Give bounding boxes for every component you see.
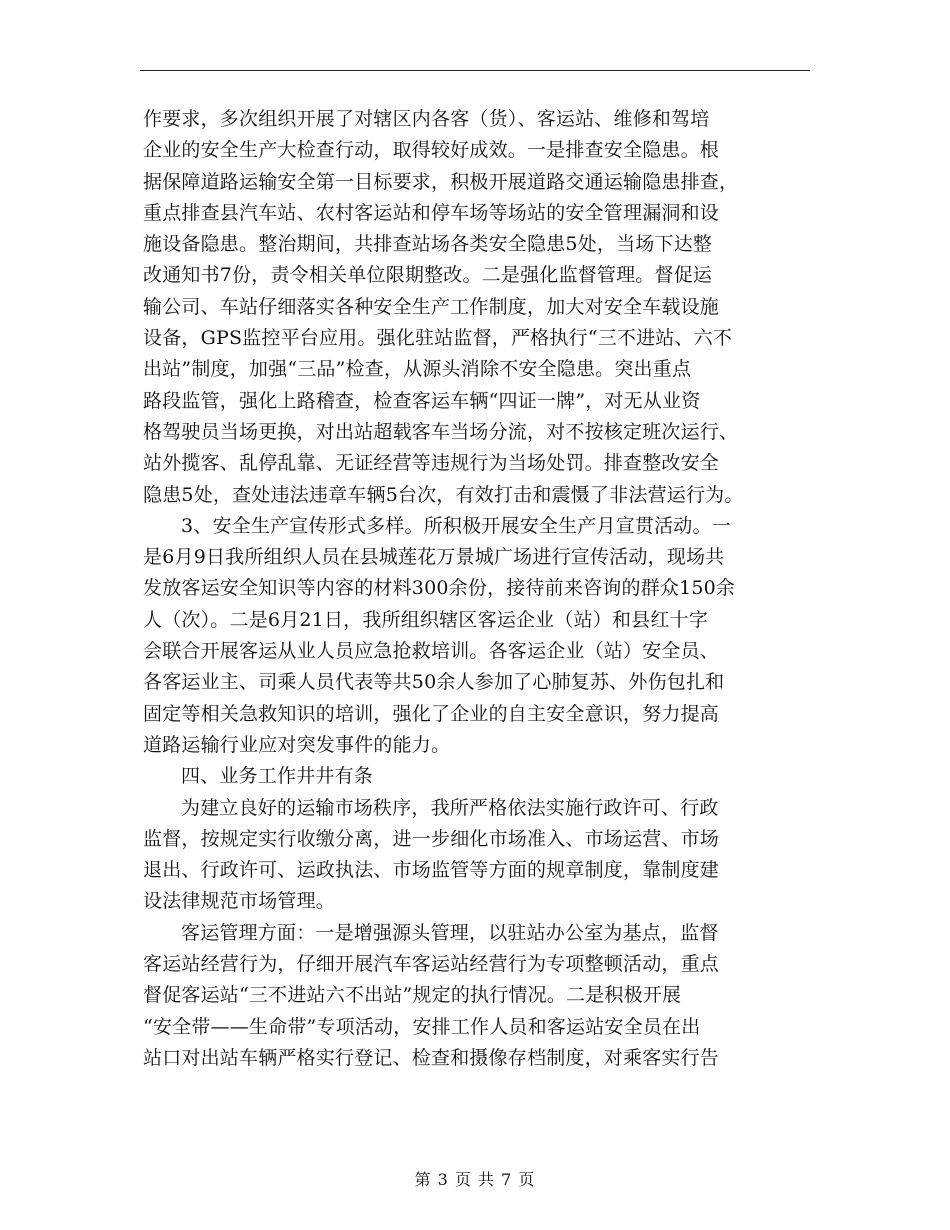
text-line: 站口对出站车辆严格实行登记、检查和摄像存档制度，对乘客实行告	[143, 1046, 720, 1069]
text-line: 出站”制度，加强“三品”检查，从源头消除不安全隐患。突出重点	[143, 358, 692, 381]
text-line: 格驾驶员当场更换，对出站超载客车当场分流，对不按核定班次运行、	[143, 420, 739, 443]
text-line: 固定等相关急救知识的培训，强化了企业的自主安全意识，努力提高	[143, 702, 720, 725]
text-line: 监督，按规定实行收缴分离，进一步细化市场准入、市场运营、市场	[143, 827, 720, 850]
text-line: “安全带——生命带”专项活动，安排工作人员和客运站安全员在出	[143, 1015, 701, 1038]
paragraph-start-line: 客运管理方面：一是增强源头管理，以驻站办公室为基点，监督	[181, 921, 719, 944]
text-line: 施设备隐患。整治期间，共排查站场各类安全隐患5处，当场下达整	[143, 233, 713, 256]
text-line: 会联合开展客运从业人员应急抢救培训。各客运企业（站）安全员、	[143, 640, 720, 663]
text-line: 督促客运站“三不进站六不出站”规定的执行情况。二是积极开展	[143, 984, 682, 1007]
text-line: 道路运输行业应对突发事件的能力。	[143, 733, 451, 756]
text-line: 据保障道路运输安全第一目标要求，积极开展道路交通运输隐患排查，	[143, 170, 739, 193]
text-line: 企业的安全生产大检查行动，取得较好成效。一是排查安全隐患。根	[143, 139, 720, 162]
section-heading: 四、业务工作井井有条	[181, 765, 374, 788]
text-line: 各客运业主、司乘人员代表等共50余人参加了心肺复苏、外伤包扎和	[143, 671, 725, 694]
text-line: 改通知书7份，责令相关单位限期整改。二是强化监督管理。督促运	[143, 264, 713, 287]
document-body	[143, 104, 813, 1074]
text-line: 重点排查县汽车站、农村客运站和停车场等场站的安全管理漏洞和设	[143, 201, 720, 224]
header-rule	[140, 70, 810, 71]
text-line: 发放客运安全知识等内容的材料300余份，接待前来咨询的群众150余	[143, 577, 736, 600]
paragraph-start-line: 3、安全生产宣传形式多样。所积极开展安全生产月宣贯活动。一	[181, 514, 731, 537]
text-line: 输公司、车站仔细落实各种安全生产工作制度，加大对安全车载设施	[143, 295, 720, 318]
text-line: 是6月9日我所组织人员在县城莲花万景城广场进行宣传活动，现场共	[143, 546, 725, 569]
text-line: 设法律规范市场管理。	[143, 890, 336, 913]
text-line: 站外揽客、乱停乱靠、无证经营等违规行为当场处罚。排查整改安全	[143, 452, 720, 475]
text-line: 设备，GPS监控平台应用。强化驻站监督，严格执行“三不进站、六不	[143, 327, 733, 350]
text-line: 作要求，多次组织开展了对辖区内各客（货）、客运站、维修和驾培	[143, 108, 710, 130]
paragraph-start-line: 为建立良好的运输市场秩序，我所严格依法实施行政许可、行政	[181, 796, 719, 819]
text-line: 隐患5处，查处违法违章车辆5台次，有效打击和震慑了非法营运行为。	[143, 483, 744, 506]
text-line: 路段监管，强化上路稽查，检查客运车辆“四证一牌”，对无从业资	[143, 389, 701, 412]
text-line: 客运站经营行为，仔细开展汽车客运站经营行为专项整顿活动，重点	[143, 953, 720, 976]
text-line: 人（次）。二是6月21日，我所组织辖区客运企业（站）和县红十字	[143, 608, 708, 631]
text-line: 退出、行政许可、运政执法、市场监管等方面的规章制度，靠制度建	[143, 859, 720, 882]
page-number-footer: 第 3 页 共 7 页	[414, 1170, 536, 1189]
